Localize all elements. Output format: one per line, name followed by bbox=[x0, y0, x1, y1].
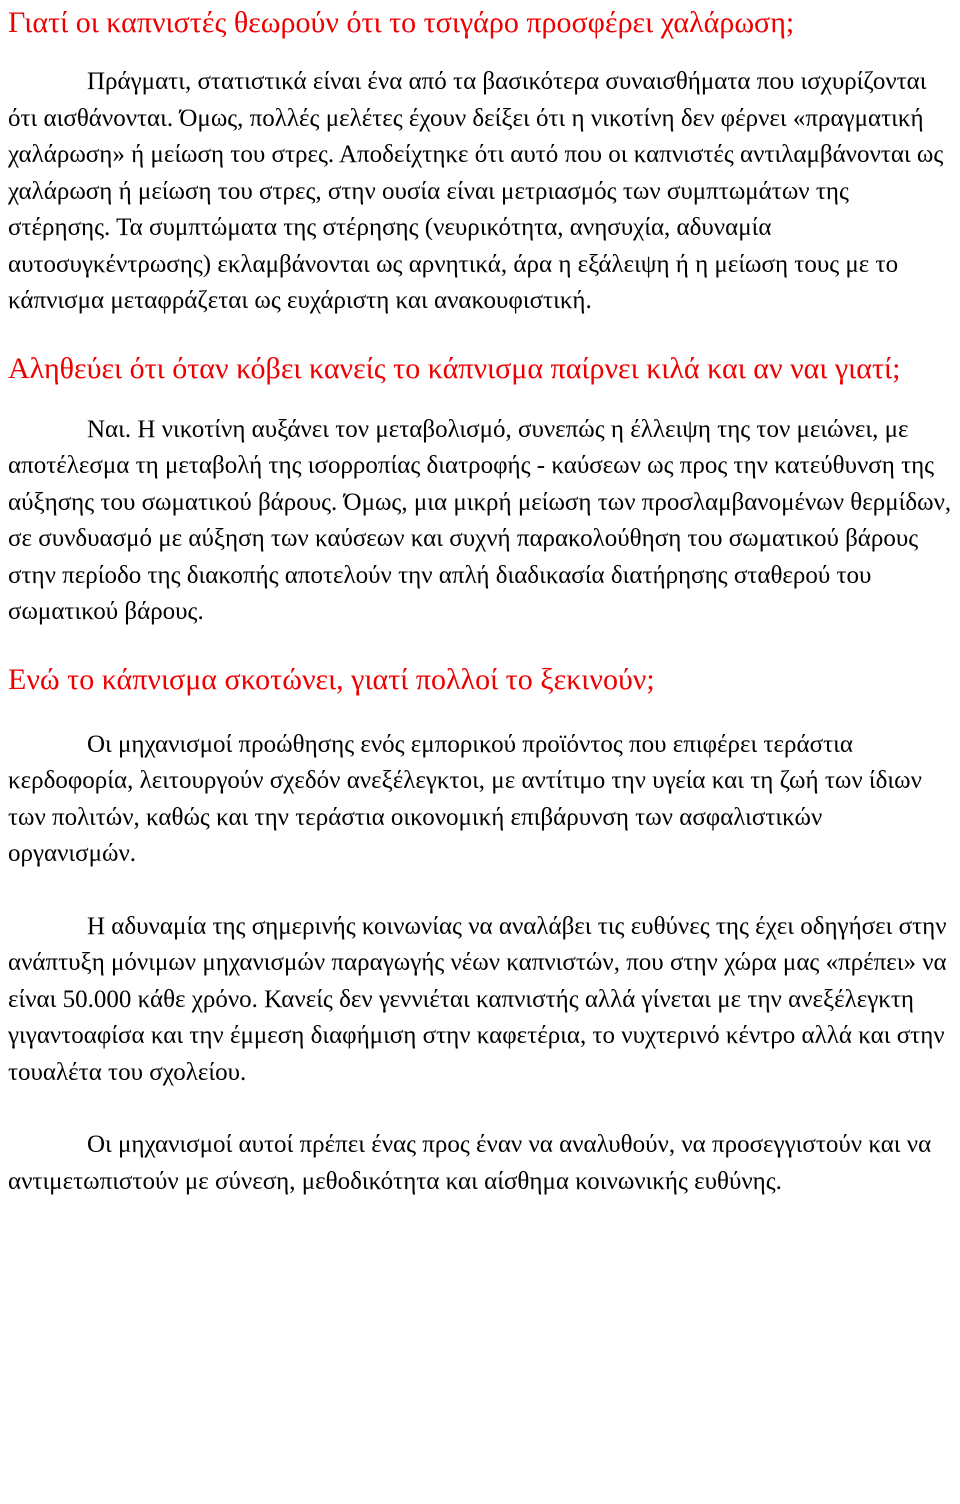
document-page bbox=[0, 4, 960, 1504]
section-heading-why-start: Ενώ το κάπνισμα σκοτώνει, γιατί πολλοί το ξεκινούν; bbox=[8, 662, 655, 696]
section-paragraph-weight-gain: Ναι. Η νικοτίνη αυξάνει τον μεταβολισμό, συνεπώς η έλλειψη της τον μειώνει, με αποτέλεσμα τη μεταβολή της ισορροπίας διατροφής - καύσεων ως προς την κατεύθυνση της αύξησης του σωματικού βάρους. Όμως, μια μικρή μείωση των προσλαμβανομένων θερμίδων, σε συνδυασμό με αύξηση των καύσεων και συχνή παρακολούθηση του σωματικού βάρους στην περίοδο της διακοπής αποτελούν την απλή διαδικασία διατήρησης σταθερού του σωματικού βάρους. bbox=[8, 415, 952, 625]
section-paragraph-society: Η αδυναμία της σημερινής κοινωνίας να αναλάβει τις ευθύνες της έχει οδηγήσει στην ανάπτυξη μόνιμων μηχανισμών παραγωγής νέων καπνιστών, που στην χώρα μας «πρέπει» να είναι 50.000 κάθε χρόνο. Κανείς δεν γεννιέται καπνιστής αλλά γίνεται με την ανεξέλεγκτη γιγαντοαφίσα και την έμμεση διαφήμιση στην καφετέρια, το νυχτερινό κέντρο αλλά και στην τουαλέτα του σχολείου. bbox=[8, 912, 947, 1086]
section-heading-relaxation: Γιατί οι καπνιστές θεωρούν ότι το τσιγάρο προσφέρει χαλάρωση; bbox=[8, 6, 795, 39]
section-paragraph-promotion: Οι μηχανισμοί προώθησης ενός εμπορικού προϊόντος που επιφέρει τεράστια κερδοφορία, λειτουργούν σχεδόν ανεξέλεγκτοι, με αντίτιμο την υγεία και τη ζωή των ίδιων των πολιτών, καθώς και την τεράστια οικονομική επιβάρυνση των ασφαλιστικών οργανισμών. bbox=[8, 730, 922, 867]
section-heading-weight-gain: Αληθεύει ότι όταν κόβει κανείς το κάπνισμα παίρνει κιλά και αν ναι γιατί; bbox=[8, 351, 901, 385]
section-paragraph-relaxation: Πράγματι, στατιστικά είναι ένα από τα βασικότερα συναισθήματα που ισχυρίζονται ότι αισθάνονται. Όμως, πολλές μελέτες έχουν δείξει ότι η νικοτίνη δεν φέρνει «πραγματική χαλάρωση» ή μείωση του στρες. Αποδείχτηκε ότι αυτό που οι καπνιστές αντιλαμβάνονται ως χαλάρωση ή μείωση του στρες, στην ουσία είναι μετριασμός των συμπτωμάτων της στέρησης. Τα συμπτώματα της στέρησης (νευρικότητα, ανησυχία, αδυναμία αυτοσυγκέντρωσης) εκλαμβάνονται ως αρνητικά, άρα η εξάλειψη ή η μείωση τους με το κάπνισμα μεταφράζεται ως ευχάριστη και ανακουφιστική. bbox=[8, 68, 944, 314]
section-paragraph-mechanisms: Οι μηχανισμοί αυτοί πρέπει ένας προς έναν να αναλυθούν, να προσεγγιστούν και να αντιμετωπιστούν με σύνεση, μεθοδικότητα και αίσθημα κοινωνικής ευθύνης. bbox=[8, 1131, 932, 1195]
